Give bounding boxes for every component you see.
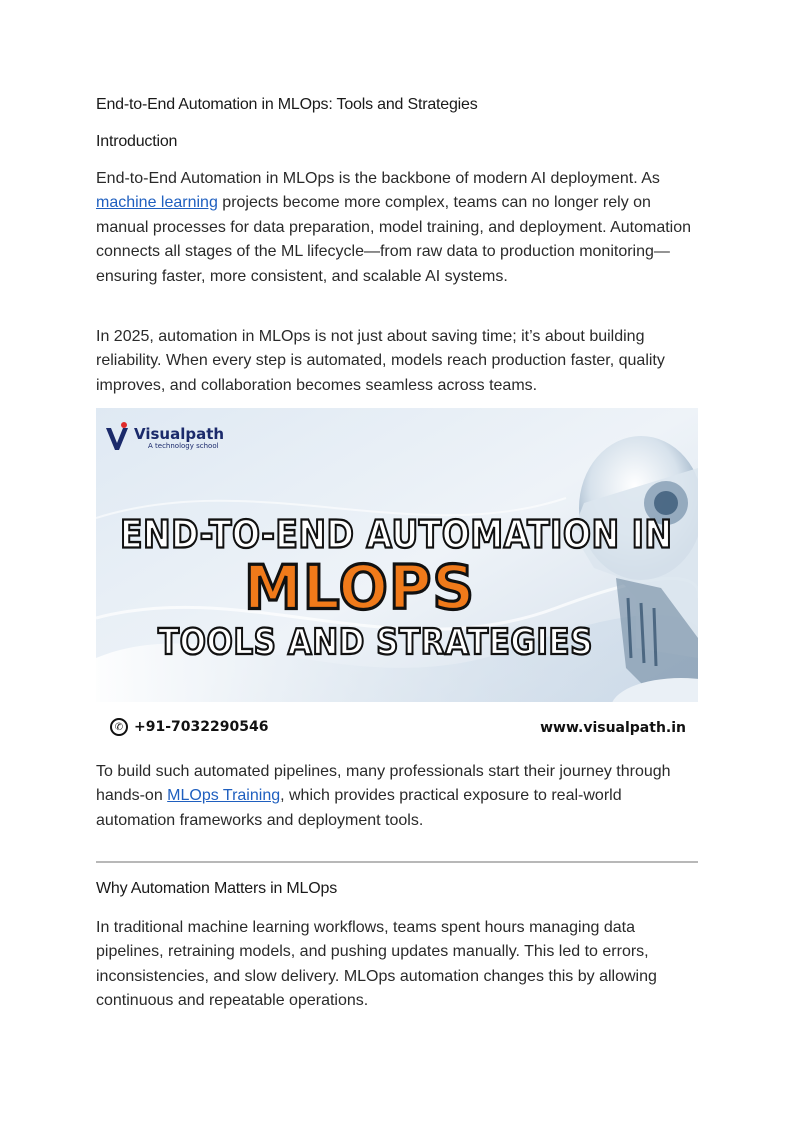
section-divider	[96, 861, 698, 863]
banner-image	[96, 408, 698, 746]
intro-heading: Introduction	[96, 133, 178, 150]
document-title: End-to-End Automation in MLOps: Tools and Strategies	[96, 96, 478, 113]
training-paragraph	[96, 760, 701, 833]
section-heading: Why Automation Matters in MLOps	[96, 880, 338, 897]
reliability-paragraph: In 2025, automation in MLOps is not just about saving time; it’s about building reliability. When every step is automated, models reach production faster, quality improves, and collaboration becomes seamless across teams.	[96, 328, 665, 394]
logo-tagline: A technology school	[148, 441, 219, 450]
training-text-start: To build such automated pipelines, many professionals start their journey through hands-on	[96, 763, 671, 805]
machine-learning-link[interactable]: machine learning	[96, 194, 218, 212]
mlops-training-link[interactable]: MLOps Training	[167, 787, 281, 805]
visualpath-logo	[104, 422, 224, 454]
intro-text-end: projects become more complex, teams can no longer rely on manual processes for data preparation, model training, and deployment. Automation connects all stages of the ML lifecycle—from raw data to production monitoring—ensuring faster, more consistent, and scalable AI systems.	[96, 194, 692, 285]
banner-phone	[110, 718, 268, 736]
logo-name: Visualpath	[134, 424, 225, 443]
training-text-end: , which provides practical exposure to real-world automation frameworks and deployment tools.	[96, 787, 622, 829]
intro-paragraph	[96, 167, 701, 289]
banner-website: www.visualpath.in	[540, 720, 686, 736]
phone-icon: ✆	[110, 718, 128, 736]
intro-text-start: End-to-End Automation in MLOps is the backbone of modern AI deployment. As	[96, 170, 660, 187]
banner-headline-mlops: MLOPS	[244, 552, 476, 624]
visualpath-logo-icon	[104, 422, 130, 454]
automation-paragraph: In traditional machine learning workflows, teams spent hours managing data pipelines, retraining models, and pushing updates manually. This led to errors, inconsistencies, and slow delivery. MLOps automation changes this by allowing continuous and repeatable operations.	[96, 919, 657, 1010]
banner-headline-line3: TOOLS AND STRATEGIES	[158, 622, 593, 664]
banner-headline-line1: END-TO-END AUTOMATION IN	[120, 512, 673, 557]
phone-number: +91-7032290546	[134, 719, 269, 735]
